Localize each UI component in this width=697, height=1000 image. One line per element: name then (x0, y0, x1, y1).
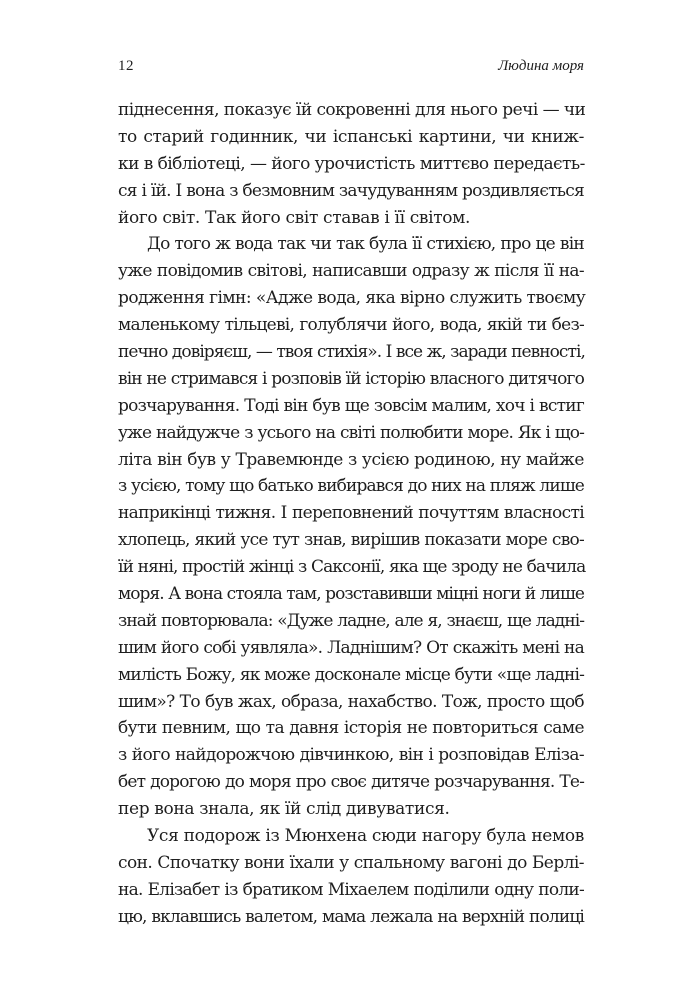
text-line: ся і їй. І вона з безмовним зачудуванням роздивляється (118, 180, 584, 201)
page-number: 12 (118, 58, 134, 74)
text-line: з усією, тому що батько вибирався до них на пляж лише (118, 476, 584, 497)
text-line: з його найдорожчою дівчинкою, він і розповідав Елізa- (118, 745, 584, 766)
text-line: на. Елізабет із братиком Міхаелем поділили одну поли- (118, 879, 584, 900)
text-body (118, 97, 584, 931)
text-line: моря. А вона стояла там, розставивши міцні ноги й лише (118, 584, 584, 605)
paragraph-first-line: Уся подорож із Мюнхена сюди нагору була немов (147, 826, 584, 847)
text-line: то старий годинник, чи іспанські картини, чи книж- (118, 126, 584, 147)
text-line: піднесення, показує їй сокровенні для нього речі — чи (118, 100, 586, 120)
text-line: ки в бібліотеці, — його урочистість миттєво передаєть- (118, 153, 585, 174)
text-line: його світ. Так його світ ставав і її світом. (118, 207, 471, 228)
text-line: бет дорогою до моря про своє дитяче розчарування. Те- (118, 772, 584, 793)
text-line: родження гімн: «Адже вода, яка вірно служить твоєму (118, 288, 586, 309)
text-line: печно довіряєш, — твоя стихія». І все ж, заради певності, (118, 342, 585, 363)
text-line: він не стримався і розповів їй історію власного дитячого (118, 368, 584, 389)
text-line: уже найдужче з усього на світі полюбити море. Як і що- (118, 422, 584, 443)
text-line: літа він був у Травемюнде з усією родиною, ну майже (118, 449, 584, 470)
text-line: розчарування. Тоді він був ще зовсім малим, хоч і встиг (118, 395, 584, 416)
text-line: уже повідомив світові, написавши одразу ж після її на- (118, 261, 584, 282)
text-line: їй няні, простій жінці з Саксонії, яка ще зроду не бачила (118, 557, 586, 578)
text-line: знай повторювала: «Дуже ладне, але я, знаєш, ще ладні- (118, 610, 584, 631)
text-line: бути певним, що та давня історія не повториться саме (118, 718, 584, 739)
running-head: Людина моря (498, 58, 584, 74)
text-line: наприкінці тижня. І переповнений почуттям власності (118, 503, 584, 524)
text-line: шим»? То був жах, образа, нахабство. Тож, просто щоб (118, 691, 584, 712)
paragraph-first-line: До того ж вода так чи так була її стихією, про це він (147, 234, 584, 255)
text-line: пер вона знала, як їй слід дивуватися. (118, 799, 450, 820)
text-line: хлопець, який усе тут знав, вирішив показати море сво- (118, 530, 584, 551)
text-line: шим його собі уявляла». Ладнішим? От скажіть мені на (118, 637, 584, 658)
text-line: цю, вклавшись валетом, мама лежала на верхній полиці (118, 906, 584, 927)
text-line: сон. Спочатку вони їхали у спальному вагоні до Берлі- (118, 852, 584, 873)
text-line: маленькому тільцеві, голублячи його, вода, якій ти без- (118, 315, 584, 336)
text-line: милість Божу, як може досконале місце бути «ще ладні- (118, 664, 584, 685)
